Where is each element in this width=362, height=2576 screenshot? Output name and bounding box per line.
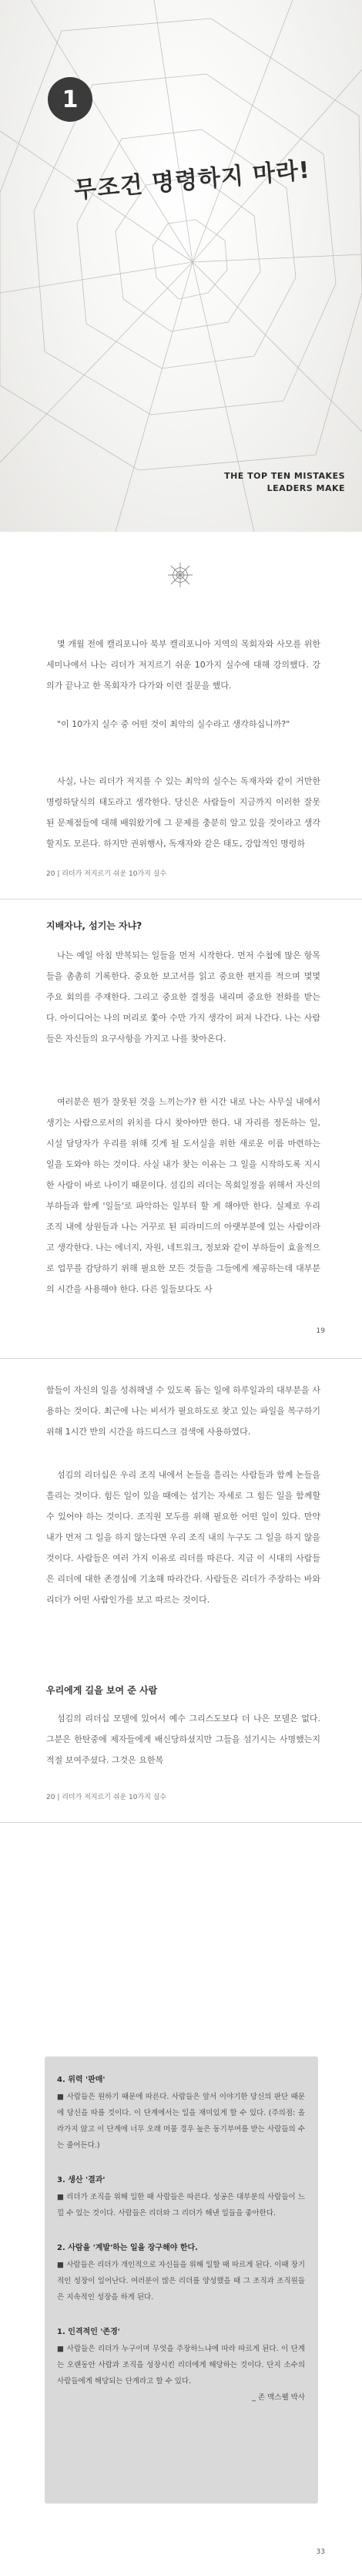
body-paragraph: 나는 예일 아침 반복되는 일들을 먼저 시작한다. 먼저 수첩에 많은 항목들을 촘촘히 기록한다. 중요한 보고서를 읽고 중요한 편지를 적으며 몇몇 주요 회의를 주재한다. 그리고 중요한 결정을 내리며 중요한 전화를 받는다. 아이디어는 나의 머리로 쫓아 수만 가지 생각이 퍼져 나간다. 나는 사람들은 자신들의 요구사항을 가지고 나를 찾아온다.: [46, 950, 320, 1044]
body-paragraph: 여러분은 뭔가 잘못된 것을 느끼는가? 한 시간 내로 나는 사무실 내에서 생기는 사람으로서의 위치를 다시 찾아야만 한다. 내 자리를 정돈하는 일, 시설 담당자가 우리를 위해 깃게 될 도서실을 위한 새로운 이름 마련하는 일을 도와야 하는 것이다. 사실 내가 찾는 이유는 그 일을 시작하도록 지시한 사람이 바로 나이기 때문이다. 섬김의 리더는 목회일정을 위해서 자신의 부하들과 함께 '일들'로 파악하는 일부터 할 게 해야만 한다. 실제로 우리 조직 내에 상원들과 나는 거꾸로 된 피라미드의 아랫부분에 있는 사람이라고 생각한다. 나는 에너지, 자원, 네트워크, 정보와 같이 부하들이 효율적으로 업무를 감당하기 위해 필요한 모든 것들을 그들에게 제공하는데 대부분의 시간을 사용해야 한다. 다른 일들보다도 사: [46, 1097, 320, 1294]
section-heading: 지배자냐, 섬기는 자냐?: [46, 920, 142, 931]
box-item-text: ■ 사람들은 리더가 누구이며 무엇을 주장하느냐에 따라 따르게 된다. 이 단계는 오랜동안 사람과 조직을 성장시킨 리더에게 해당하는 것이다. 단지 소수의 사람들에게 해당되는 단계라고 할 수 있다.: [57, 2345, 305, 2386]
book-title-line: LEADERS MAKE: [266, 483, 345, 493]
page-footer: 20 | 리더가 저지르기 쉬운 10가지 실수: [46, 1794, 167, 1801]
spiderweb-illustration: [0, 0, 362, 532]
box-item: [57, 2324, 305, 2406]
box-item-title: 4. 위력 '판매': [57, 2076, 106, 2084]
book-title: [224, 470, 345, 495]
body-paragraph: 사실, 나는 리더가 저지를 수 있는 최악의 실수는 독재자와 같이 거만한 명령하달식의 태도라고 생각한다. 당신은 사람들이 지금까지 이러한 잘못된 문제점들에 대해 배워왔기에 그 문제를 충분히 알고 있을 것이라고 생각할지도 모른다. 하지만 권위행사, 독재자와 같은 태도, 강압적인 명령하: [46, 776, 320, 849]
box-item-text: ■ 사람들은 리더가 개인적으로 자신들을 위해 일할 때 따르게 된다. 이때 장기적인 성장이 일어난다. 여러분이 많은 리더를 양성했을 때 그 조직과 조직원들은 지속적인 성장을 하게 된다.: [57, 2261, 305, 2302]
page-divider: [0, 1358, 362, 1359]
page-footer: 20 | 리더가 저지르기 쉬운 10가지 실수: [46, 870, 167, 878]
body-paragraph: 몇 개월 전에 캘리포니아 북부 캘리포니아 지역의 목회자와 사모를 위한 세미나에서 나는 리더가 저지르기 쉬운 10가지 실수에 대해 강의했다. 강의가 끝나고 한 목회자가 다가와 이런 질문을 했다.: [46, 639, 320, 691]
box-item: [57, 2172, 305, 2221]
chapter-cover: [0, 0, 362, 532]
spiderweb-ornament-icon: [166, 561, 194, 589]
page-divider: [0, 1822, 362, 1823]
box-signature: _ 존 맥스웰 박사: [252, 2393, 305, 2402]
box-item: [57, 2072, 305, 2154]
body-paragraph: "이 10가지 실수 중 어떤 것이 최악의 실수라고 생각하십니까?": [57, 719, 290, 729]
chapter-number-badge: 1: [48, 77, 92, 122]
body-paragraph: 함들이 자신의 일을 성취해낼 수 있도록 돕는 일에 하루일과의 대부분을 사용하는 것이다. 최근에 나는 비서가 필요하도로 찾고 있는 파일을 복구하기 위해 1시간 반의 시간을 하드디스크 검색에 사용하였다.: [46, 1385, 320, 1437]
body-paragraph: 섬김의 리더십은 우리 조직 내에서 논들을 흘리는 사람들과 함께 논들을 흘리는 것이다. 힘든 일이 있을 때에는 섬기는 자세로 그 힘든 일을 함께할 수 있어야 하는 것이다. 조직원 모두를 위해 필요한 어떤 일이 있다. 만약 내가 먼저 그 일을 하지 않는다면 우리 조직 내의 누구도 그 일을 하지 않을 것이다. 사람들은 여러 가지 이유로 리더를 따른다. 지금 이 시대의 사람들은 리더에 대한 존경심에 기초해 따라간다. 사람들은 리더가 주장하는 바와 리더가 어떤 사람인가를 보고 따르는 것이다.: [46, 1470, 320, 1605]
box-item-title: 2. 사람을 '계발'하는 일을 장구해야 한다.: [57, 2244, 198, 2252]
box-item-title: 3. 생산 '결과': [57, 2176, 106, 2184]
page-number: 19: [316, 1327, 325, 1335]
box-item-text: ■ 사람들은 원하기 때문에 따른다. 사람들은 앞서 이야기한 당신의 판단 때문에 당신을 따를 것이다. 이 단계에서는 일을 재미있게 할 수 있다. (주의점: 올라가지 않고 이 단계에 너무 오래 머물 경우 높은 동기부여를 받는 사람들의 수는 줄어든다.): [57, 2093, 305, 2150]
body-paragraph: 섬김의 리더십 모델에 있어서 예수 그리스도보다 더 나은 모델은 없다. 그분은 한탄중에 제자들에게 배신당하셨지만 그들을 섬기시는 사명했는지 적절 보여주셨다. 그것은 요한복: [46, 1713, 320, 1765]
box-item: [57, 2240, 305, 2305]
book-title-line: THE TOP TEN MISTAKES: [224, 471, 345, 481]
box-item-title: 1. 인격적인 '존경': [57, 2328, 120, 2336]
page-number: 33: [316, 2548, 325, 2556]
chapter-title: 무조건 명령하지 마라!: [72, 156, 312, 204]
page-divider: [0, 899, 362, 900]
box-item-text: ■ 리더가 조직을 위해 일한 때 사람들은 따른다. 성공은 대부분의 사람들이 느낄 수 있는 것이다. 사람들은 리더와 그 리더가 해낸 일들을 좋아한다.: [57, 2193, 305, 2218]
section-heading: 우리에게 길을 보여 준 사람: [46, 1685, 158, 1696]
leadership-levels-box: [45, 2056, 318, 2504]
